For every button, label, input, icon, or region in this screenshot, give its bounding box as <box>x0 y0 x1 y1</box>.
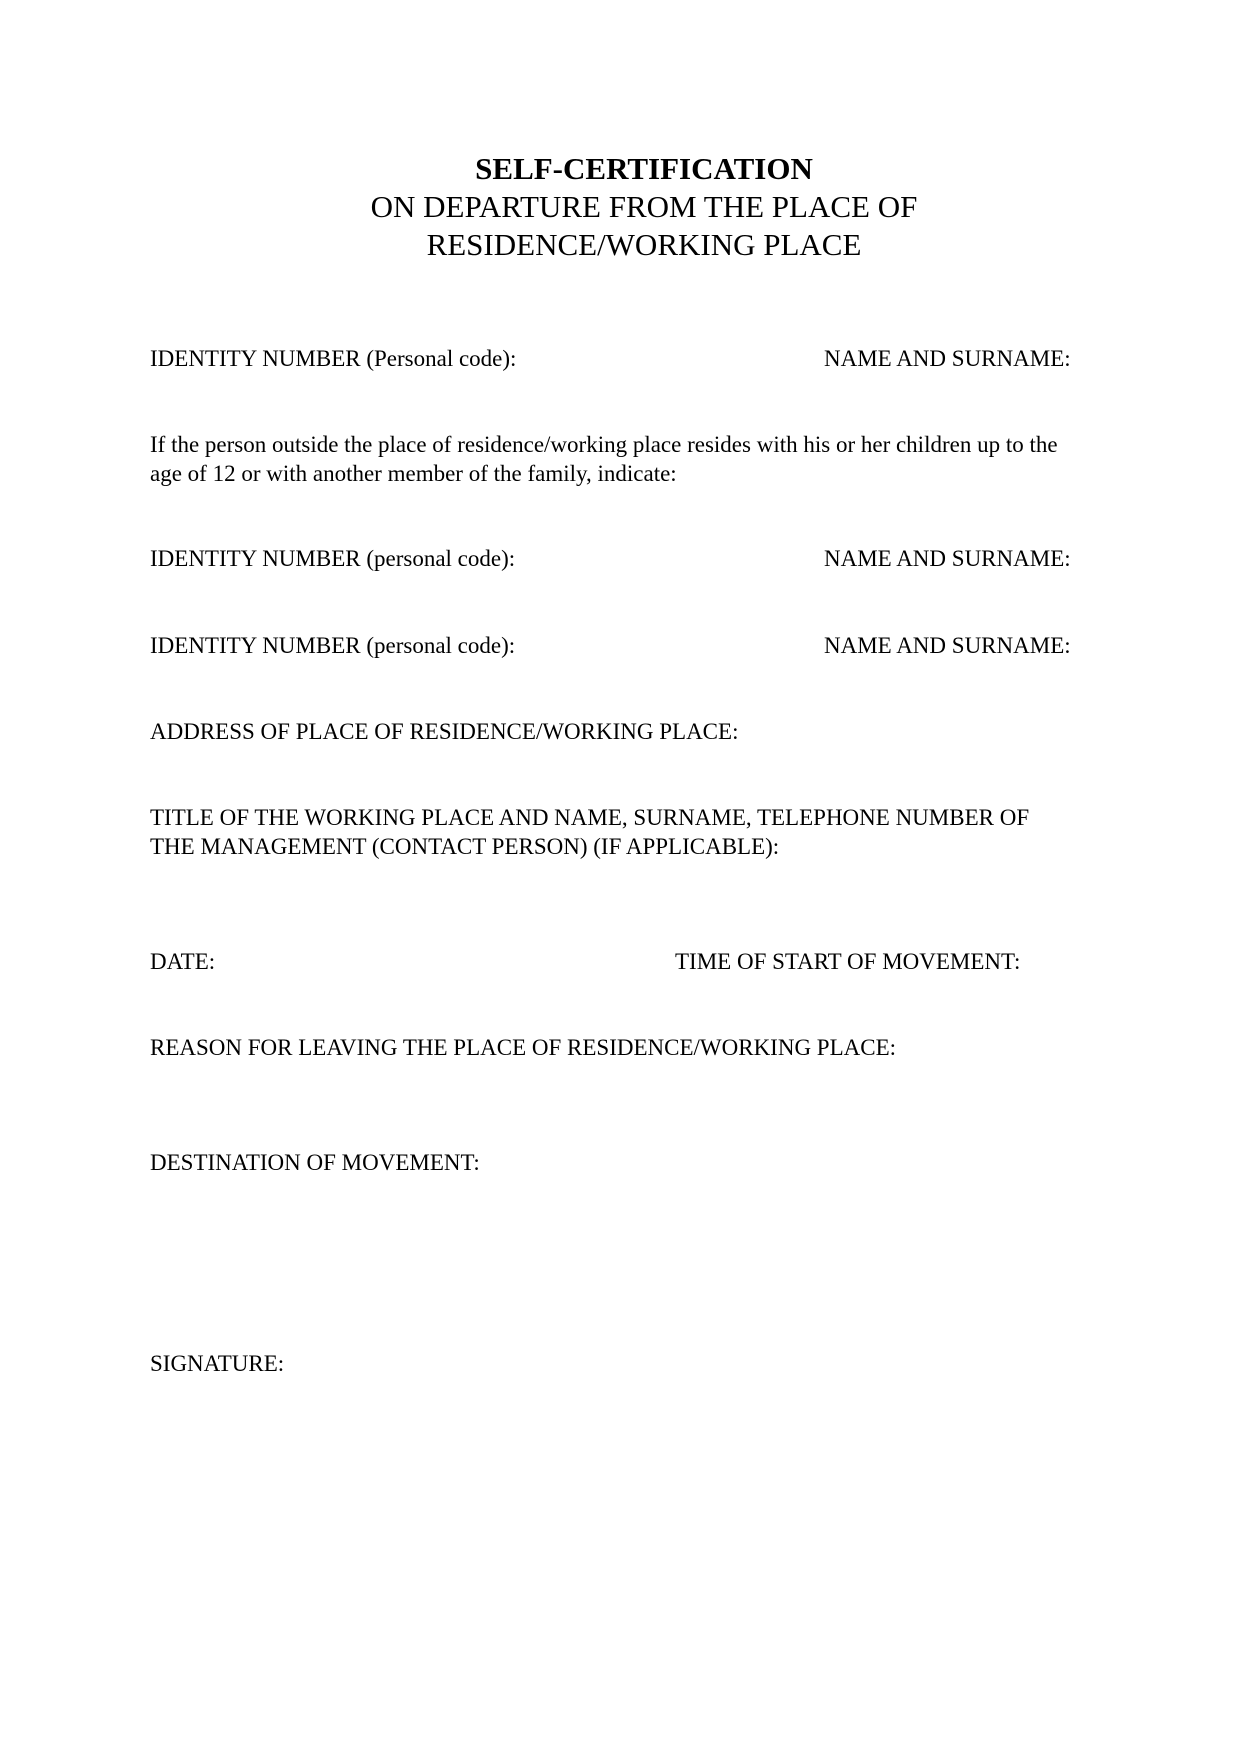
identity-number-2-label: IDENTITY NUMBER (personal code): <box>150 633 516 658</box>
time-start-label: TIME OF START OF MOVEMENT: <box>675 949 1021 974</box>
document-title <box>0 150 1240 264</box>
name-surname-1-label: NAME AND SURNAME: <box>824 546 1071 571</box>
workplace-line-2: THE MANAGEMENT (CONTACT PERSON) (IF APPLICABLE): <box>150 834 780 859</box>
identity-number-1-label: IDENTITY NUMBER (personal code): <box>150 546 516 571</box>
name-surname-2-label: NAME AND SURNAME: <box>824 633 1071 658</box>
title-line-3: RESIDENCE/WORKING PLACE <box>426 227 862 262</box>
date-label: DATE: <box>150 949 216 974</box>
workplace-line-1: TITLE OF THE WORKING PLACE AND NAME, SURNAME, TELEPHONE NUMBER OF <box>150 805 1030 830</box>
reason-label: REASON FOR LEAVING THE PLACE OF RESIDENCE/WORKING PLACE: <box>150 1035 897 1060</box>
title-line-2: ON DEPARTURE FROM THE PLACE OF <box>370 189 918 224</box>
workplace-contact-label <box>150 803 1160 861</box>
destination-label: DESTINATION OF MOVEMENT: <box>150 1150 480 1175</box>
children-note-line-1: If the person outside the place of residence/working place resides with his or her children up to the <box>150 432 1058 457</box>
title-line-1: SELF-CERTIFICATION <box>475 151 813 186</box>
name-surname-main-label: NAME AND SURNAME: <box>824 346 1071 371</box>
signature-label: SIGNATURE: <box>150 1351 285 1376</box>
children-note <box>150 430 1160 488</box>
children-note-line-2: age of 12 or with another member of the family, indicate: <box>150 461 677 486</box>
identity-number-main-label: IDENTITY NUMBER (Personal code): <box>150 346 517 371</box>
address-label: ADDRESS OF PLACE OF RESIDENCE/WORKING PLACE: <box>150 719 739 744</box>
